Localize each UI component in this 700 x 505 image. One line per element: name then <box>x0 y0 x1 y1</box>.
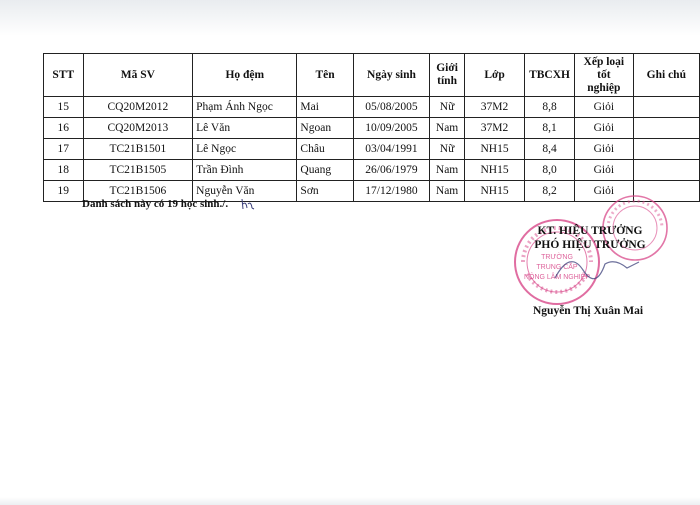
header-gender-line1: Giới <box>436 62 458 74</box>
cell-average: 8,8 <box>525 97 575 118</box>
cell-rank: Giỏi <box>575 97 634 118</box>
stamp-line3: NÔNG LÂM NGHIỆP <box>523 274 591 281</box>
handwritten-signature-icon <box>535 240 655 290</box>
page-bottom-shadow <box>0 497 700 505</box>
cell-birth-date: 10/09/2005 <box>353 118 429 139</box>
cell-notes <box>633 118 699 139</box>
cell-stt: 19 <box>44 181 84 202</box>
cell-student-id: TC21B1501 <box>83 139 193 160</box>
handwritten-initial-icon <box>240 197 256 211</box>
cell-surname: Phạm Ánh Ngọc <box>193 97 297 118</box>
page-top-shadow <box>0 0 700 36</box>
cell-given-name: Châu <box>297 139 353 160</box>
graduation-table <box>43 53 700 202</box>
cell-gender: Nam <box>430 118 465 139</box>
cell-student-id: CQ20M2013 <box>83 118 193 139</box>
cell-average: 8,0 <box>525 160 575 181</box>
table-row <box>44 97 700 118</box>
cell-stt: 18 <box>44 160 84 181</box>
cell-notes <box>633 139 699 160</box>
cell-student-id: TC21B1506 <box>83 181 193 202</box>
cell-class: 37M2 <box>464 118 524 139</box>
cell-stt: 16 <box>44 118 84 139</box>
signature-title-line2: PHÓ HIỆU TRƯỞNG <box>534 239 646 251</box>
header-class: Lớp <box>464 54 524 97</box>
header-given-name: Tên <box>297 54 353 97</box>
cell-given-name: Sơn <box>297 181 353 202</box>
cell-rank: Giỏi <box>575 181 634 202</box>
cell-rank: Giỏi <box>575 139 634 160</box>
header-surname: Họ đệm <box>193 54 297 97</box>
header-student-id: Mã SV <box>83 54 193 97</box>
cell-class: NH15 <box>464 160 524 181</box>
header-gender-line2: tính <box>437 75 457 87</box>
header-gender <box>430 54 465 97</box>
header-rank-line3: nghiệp <box>587 81 621 94</box>
signature-title-line1: KT. HIỆU TRƯỞNG <box>537 225 643 237</box>
cell-student-id: CQ20M2012 <box>83 97 193 118</box>
cell-gender: Nam <box>430 181 465 202</box>
cell-stt: 17 <box>44 139 84 160</box>
cell-gender: Nữ <box>430 139 465 160</box>
cell-surname: Lê Văn <box>193 118 297 139</box>
cell-given-name: Mai <box>297 97 353 118</box>
cell-surname: Lê Ngọc <box>193 139 297 160</box>
cell-notes <box>633 97 699 118</box>
cell-class: NH15 <box>464 139 524 160</box>
cell-average: 8,4 <box>525 139 575 160</box>
student-count-summary: Danh sách này có 19 học sinh./. <box>82 198 229 210</box>
cell-given-name: Ngoan <box>297 118 353 139</box>
header-birth-date: Ngày sinh <box>353 54 429 97</box>
header-rank-line1: Xếp loại <box>583 55 625 68</box>
cell-average: 8,2 <box>525 181 575 202</box>
cell-birth-date: 05/08/2005 <box>353 97 429 118</box>
cell-rank: Giỏi <box>575 160 634 181</box>
cell-rank: Giỏi <box>575 118 634 139</box>
cell-given-name: Quang <box>297 160 353 181</box>
header-notes: Ghi chú <box>633 54 699 97</box>
header-average: TBCXH <box>525 54 575 97</box>
header-graduation-rank <box>575 54 634 97</box>
cell-stt: 15 <box>44 97 84 118</box>
cell-notes <box>633 160 699 181</box>
table-row <box>44 160 700 181</box>
stamp-line2: TRUNG CẤP <box>536 264 578 271</box>
cell-surname: Trần Đình <box>193 160 297 181</box>
cell-birth-date: 03/04/1991 <box>353 139 429 160</box>
cell-birth-date: 26/06/1979 <box>353 160 429 181</box>
signer-name: Nguyễn Thị Xuân Mai <box>533 305 644 317</box>
cell-class: 37M2 <box>464 97 524 118</box>
cell-gender: Nam <box>430 160 465 181</box>
cell-gender: Nữ <box>430 97 465 118</box>
cell-class: NH15 <box>464 181 524 202</box>
cell-birth-date: 17/12/1980 <box>353 181 429 202</box>
cell-student-id: TC21B1505 <box>83 160 193 181</box>
table-row <box>44 118 700 139</box>
header-rank-line2: tốt <box>597 68 611 81</box>
cell-average: 8,1 <box>525 118 575 139</box>
header-stt: STT <box>44 54 84 97</box>
cell-surname: Nguyễn Văn <box>193 181 297 202</box>
stamp-line1: TRƯỜNG <box>541 254 573 261</box>
table-row <box>44 139 700 160</box>
table-header-row <box>44 54 700 97</box>
